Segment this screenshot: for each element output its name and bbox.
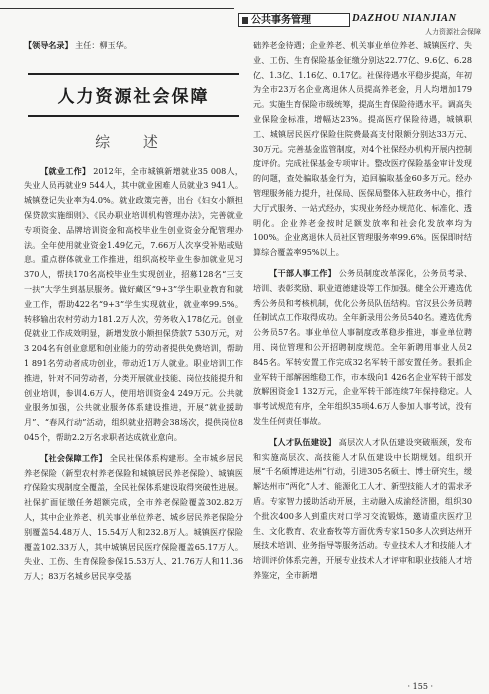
right-column bbox=[253, 38, 472, 583]
paragraph-lead: 【人才队伍建设】 bbox=[269, 436, 336, 447]
paragraph-lead: 【就业工作】 bbox=[40, 165, 91, 176]
paragraph-personnel bbox=[253, 266, 472, 429]
paragraph-talent bbox=[253, 435, 472, 583]
paragraph-social-security bbox=[24, 451, 243, 584]
left-column bbox=[24, 38, 243, 584]
paragraph-text: 全民社保体系构建形。全市城乡居民养老保险（新型农村养老保险和城镇居民养老保险）、城镇医疗保险实现制度全覆盖，全民社保体系建设取得突破性进展。社保扩面征缴任务超额完成，全市养老保险覆盖302.82万人，其中企业养老、机关事业单位养老、城乡居民养老保险分别覆盖54.48万人、15.54万人和232.8万人。城镇医疗保险覆盖102.33万人，其中城镇居民医疗保险覆盖65.17万人。失业、工伤、生育保险参保15.53万人、21.76万人和11.36万人；83万名城乡居民享受基 bbox=[24, 452, 243, 582]
page-header bbox=[0, 0, 489, 36]
paragraph-text: 2012年，全市城镇新增就业35 008人，失业人员再就业9 544人，其中就业困难人员就业3 941人。城镇登记失业率为4.0%。就业政策完善，出台《妇女小额担保贷款实施细则》、《民办职业培训机构管理办法》，完善就业专项资金、品牌培训资金和高校毕业生创业资金分配管理办法。全年使用就业资金1.49亿元，7.66万人次享受补贴或贴息。重点群体就业工作推进，组织高校毕业生参加就业见习370人，帮扶170名高校毕业生实现创业，招募128名“三支一扶”大学生到基层服务。做好藏区“9+3”学生职业教育和就业工作，帮助422名“9+3”学生实现就业，就业率99.5%。转移输出农村劳动力181.2万人次，劳务收入178亿元。创业促就业工作成效明显，新增发放小额担保贷款7 530万元，对3 204名有创业意愿和创业能力的劳动者提供免费培训，帮助1 891名劳动者成功创业，带动近1万人就业。职业培训工作推进，针对不同劳动者，分类开展就业技能、岗位技能提升和创业培训，参训4.6万人，使用培训资金4 249万元。公共就业服务加强，公共就业服务体系建设推进，开展“就业援助月”、“春风行动”活动，组织就业招聘会38场次，提供岗位8 045个，帮助2.2万名求职者达成就业意向。 bbox=[24, 165, 243, 442]
leader-list bbox=[24, 38, 243, 53]
paragraph-lead: 【干部人事工作】 bbox=[269, 267, 336, 278]
header-rule bbox=[0, 8, 234, 9]
paragraph-text: 公务员制度改革深化，公务员考录、培训、表彰奖励、职业道德建设等工作加强。健全公开遴选优秀公务员和考核机制，优化公务员队伍结构。官汉县公务员聘任制试点工作取得成功。全年新录用公务员540名。遴选优秀公务员57名。事业单位人事制度改革稳步推进，事业单位聘用、岗位管理和公开招聘制度规范。全年新聘用事业人员2 845名。军转安置工作完成32名军转干部安置任务。狠抓企业军转干部解困维稳工作，市本级向1 426名企业军转干部发放解困资金1 132万元，企业军转干部连续7年保持稳定。人事考试规范有序，全年组织35项4.6万人参加人事考试，没有发生任何责任事故。 bbox=[253, 267, 472, 426]
header-subtitle: 人力资源社会保障 bbox=[425, 28, 481, 36]
section-tag: 公共事务管理 bbox=[238, 13, 350, 27]
paragraph-text: 础养老金待遇；企业养老、机关事业单位养老、城镇医疗、失业、工伤、生育保险基金征缴分别达22.77亿、9.6亿、6.28亿、1.3亿、1.16亿、0.17亿。社保待遇水平稳步提高，年初为全市23万名企业离退休人员提高养老金，月人均增加179元。实施生育保险市级统筹，提高生育保险待遇水平。调高失业保险金标准，增幅达23%。提高医疗保险待遇，城镇职工、城镇居民医疗保险住院费最高支付限额分别达33万元、30万元。完善基金监管制度，对4个社保经办机构开展内控制度评价。完成社保基金专项审计。整改医疗保险基金审计发现的问题，查处骗取基金行为，追回骗取基金60多万元。经办管理服务能力提升，社保局、医保局整体入驻政务中心，推行大厅式服务、一站式经办，实现业务经办规范化、标准化、透明化。企业养老金按时足额发放率和社会化发放率均为100%。企业离退休人员社区管理服务率99.6%。医保即时结算综合覆盖率95%以上。 bbox=[253, 40, 472, 258]
section-title: 人力资源社会保障 bbox=[28, 73, 239, 117]
page-number: · 155 · bbox=[407, 682, 433, 691]
paragraph-employment bbox=[24, 164, 243, 445]
overview-title: 综 述 bbox=[95, 132, 172, 151]
paragraph-social-security-cont bbox=[253, 38, 472, 260]
paragraph-text: 高层次人才队伍建设突破瓶颈，发布和实施高层次、高技能人才队伍建设中长期规划。组织开展“千名硕博进达州”行动，引进305名硕士、博士研究生，缓解达州市“两化”人才、能源化工人才、新型技能人才的需求矛盾。专家智力援助活动开展，主动融入成渝经济圈，组织30个批次400多人到重庆对口学习交流锻炼，邀请重庆医疗卫生、文化教育、农业畜牧等方面优秀专家150多人次到达州开展技术培训、业务指导等服务活动。专业技术人才和技能人才培训评价体系完善，开展专业技术人才评审和职业技能人才培养鉴定，全市新增 bbox=[253, 436, 472, 580]
paragraph-lead: 【社会保障工作】 bbox=[40, 452, 107, 463]
leader-text: 主任：柳玉华。 bbox=[75, 40, 132, 50]
leader-label: 【领导名录】 bbox=[24, 40, 73, 50]
yearbook-english-title: DAZHOU NIANJIAN bbox=[352, 13, 457, 24]
